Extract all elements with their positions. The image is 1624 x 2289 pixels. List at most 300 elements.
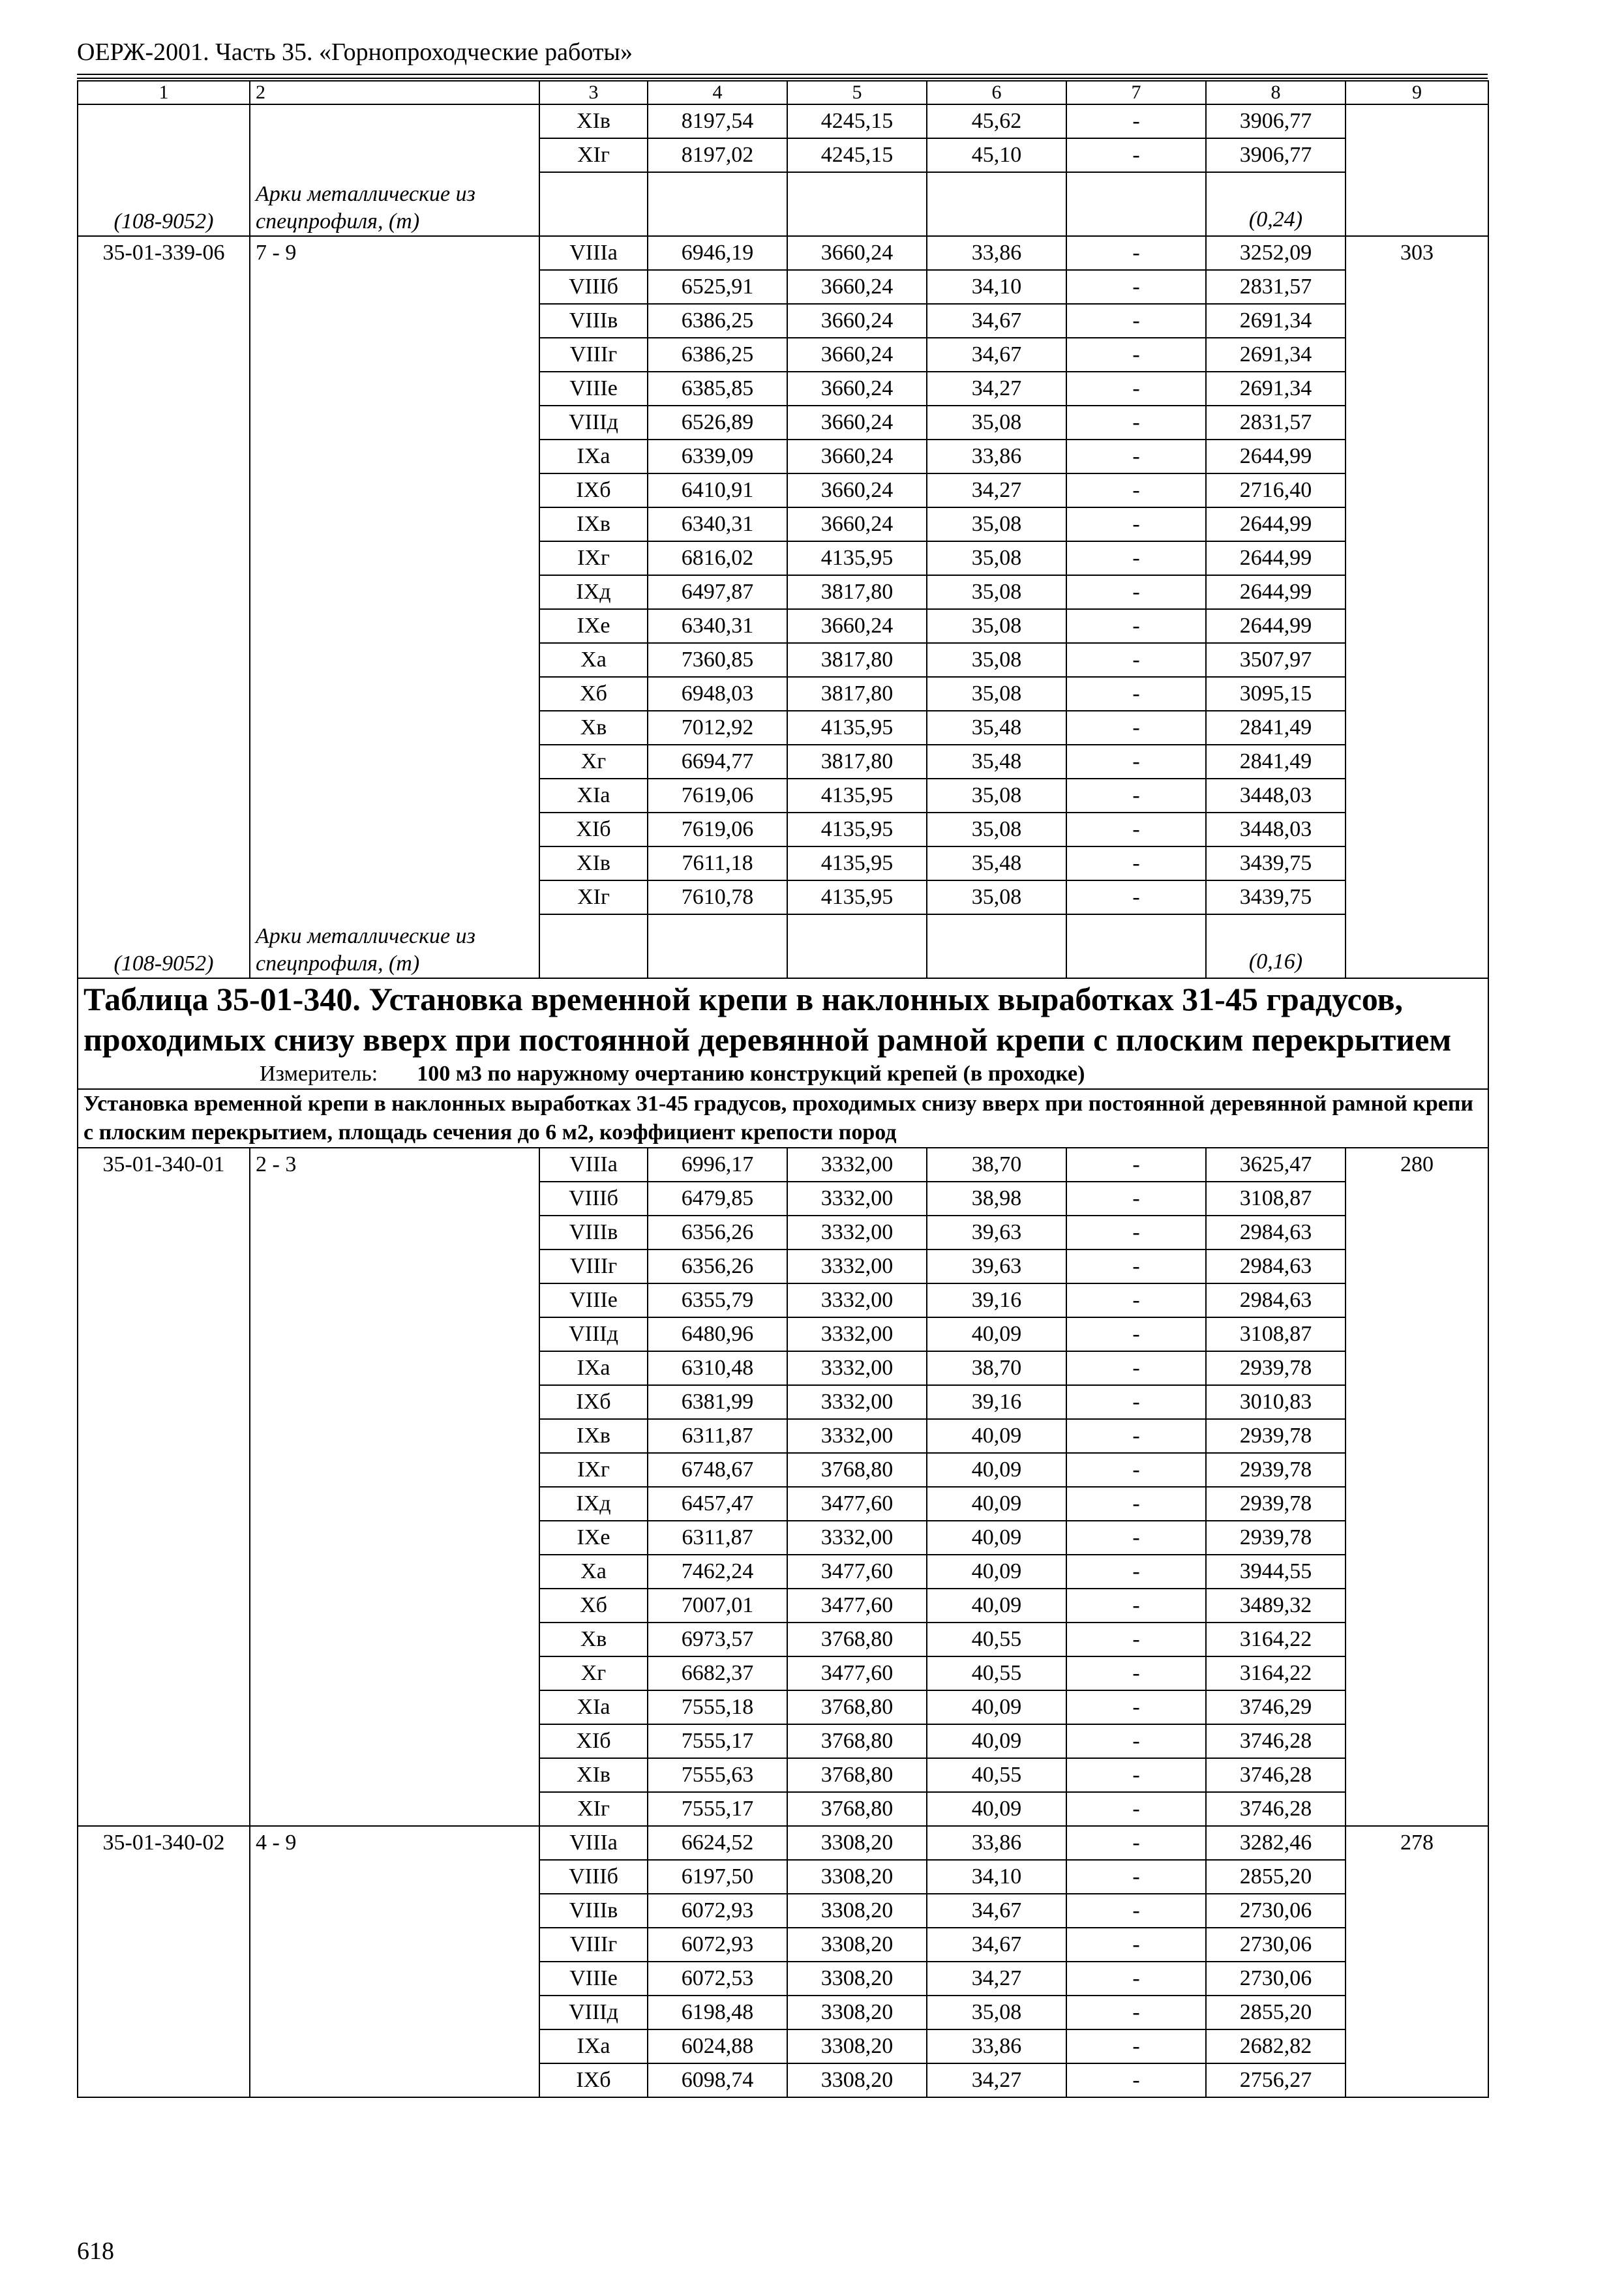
- table-cell: 3746,28: [1206, 1758, 1346, 1792]
- rock-hardness-range: 7 - 9: [250, 236, 539, 914]
- table-cell: -: [1066, 609, 1206, 643]
- table-cell: 6479,85: [648, 1182, 787, 1216]
- table-cell: 2831,57: [1206, 270, 1346, 304]
- table-cell: XIа: [539, 779, 648, 813]
- table-cell: 3477,60: [787, 1656, 927, 1690]
- table-cell: -: [1066, 1792, 1206, 1826]
- table-cell: 3660,24: [787, 304, 927, 338]
- table-cell: 6311,87: [648, 1521, 787, 1555]
- table-cell: 45,62: [927, 104, 1066, 138]
- table-cell: 3439,75: [1206, 846, 1346, 880]
- table-cell: 3095,15: [1206, 677, 1346, 711]
- table-cell: -: [1066, 1690, 1206, 1724]
- table-cell: 3660,24: [787, 473, 927, 507]
- table-cell: -: [1066, 2029, 1206, 2063]
- empty-cell: [539, 914, 648, 978]
- table-cell: -: [1066, 406, 1206, 440]
- table-row: [78, 1148, 1488, 1182]
- table-cell: 6996,17: [648, 1148, 787, 1182]
- table-cell: 3477,60: [787, 1555, 927, 1589]
- table-cell: 6072,53: [648, 1962, 787, 1996]
- table-cell: -: [1066, 677, 1206, 711]
- table-cell: 6948,03: [648, 677, 787, 711]
- table-cell: 40,09: [927, 1589, 1066, 1623]
- table-cell: IXа: [539, 440, 648, 473]
- table-cell: 39,16: [927, 1385, 1066, 1419]
- table-cell: 34,27: [927, 372, 1066, 406]
- description-row: [78, 1089, 1488, 1148]
- table-cell: -: [1066, 1996, 1206, 2029]
- table-cell: 6340,31: [648, 507, 787, 541]
- table-cell: 2644,99: [1206, 575, 1346, 609]
- table-cell: XIб: [539, 1724, 648, 1758]
- table-cell: 2831,57: [1206, 406, 1346, 440]
- table-cell: -: [1066, 1249, 1206, 1283]
- table-cell: -: [1066, 1385, 1206, 1419]
- table-cell: Xа: [539, 643, 648, 677]
- table-cell: VIIIа: [539, 1148, 648, 1182]
- rate-code: 35-01-340-02: [78, 1826, 250, 2097]
- table-cell: IXд: [539, 1487, 648, 1521]
- table-title: Таблица 35-01-340. Установка временной крепи в наклонных выработках 31-45 градусов, проходимых снизу вверх при постоянной деревянной рамной крепи с плоским перекрытием: [83, 981, 1452, 1058]
- table-cell: VIIIд: [539, 1996, 648, 2029]
- table-cell: XIв: [539, 104, 648, 138]
- table-cell: 40,09: [927, 1690, 1066, 1724]
- table-cell: -: [1066, 1894, 1206, 1928]
- table-cell: -: [1066, 1589, 1206, 1623]
- table-cell: VIIIе: [539, 372, 648, 406]
- table-cell: 40,09: [927, 1555, 1066, 1589]
- table-cell: 6497,87: [648, 575, 787, 609]
- table-cell: -: [1066, 1860, 1206, 1894]
- table-cell: 4245,15: [787, 138, 927, 172]
- header-rule-top: [77, 74, 1488, 75]
- table-cell: 2691,34: [1206, 372, 1346, 406]
- table-cell: VIIIв: [539, 1894, 648, 1928]
- table-cell: 3768,80: [787, 1758, 927, 1792]
- table-cell: VIIIб: [539, 1860, 648, 1894]
- table-cell: 6072,93: [648, 1894, 787, 1928]
- table-cell: 3768,80: [787, 1623, 927, 1656]
- table-cell: 3746,29: [1206, 1690, 1346, 1724]
- table-cell: 7555,63: [648, 1758, 787, 1792]
- table-cell: IXа: [539, 1351, 648, 1385]
- table-cell: 3507,97: [1206, 643, 1346, 677]
- table-cell: 34,67: [927, 338, 1066, 372]
- material-code: (108-9052): [78, 914, 250, 978]
- table-cell: 7619,06: [648, 813, 787, 846]
- material-name: Арки металлические из спецпрофиля, (т): [250, 172, 539, 236]
- table-cell: 40,09: [927, 1792, 1066, 1826]
- table-cell: 6694,77: [648, 745, 787, 779]
- table-cell: 35,08: [927, 677, 1066, 711]
- table-cell: 2716,40: [1206, 473, 1346, 507]
- table-cell: 2984,63: [1206, 1249, 1346, 1283]
- table-cell: IXв: [539, 1419, 648, 1453]
- table-cell: 2939,78: [1206, 1521, 1346, 1555]
- table-cell: VIIIв: [539, 304, 648, 338]
- table-cell: IXв: [539, 507, 648, 541]
- table-cell: -: [1066, 1453, 1206, 1487]
- table-cell: 3448,03: [1206, 779, 1346, 813]
- table-cell: 35,08: [927, 609, 1066, 643]
- table-cell: 3448,03: [1206, 813, 1346, 846]
- table-cell: 7012,92: [648, 711, 787, 745]
- table-cell: VIIIа: [539, 1826, 648, 1860]
- empty-cell: [1066, 914, 1206, 978]
- table-cell: 2984,63: [1206, 1216, 1346, 1249]
- column-number: 8: [1206, 81, 1346, 104]
- material-note-row: [78, 172, 1488, 236]
- table-cell: 3332,00: [787, 1182, 927, 1216]
- measure-value: 100 м3 по наружному очертанию конструкций крепей (в проходке): [417, 1062, 1085, 1086]
- table-cell: 2644,99: [1206, 609, 1346, 643]
- table-cell: IXе: [539, 1521, 648, 1555]
- rock-hardness-range: 2 - 3: [250, 1148, 539, 1826]
- table-cell: 3332,00: [787, 1317, 927, 1351]
- column-number: 4: [648, 81, 787, 104]
- table-cell: -: [1066, 1216, 1206, 1249]
- table-cell: 6816,02: [648, 541, 787, 575]
- table-cell: 3660,24: [787, 270, 927, 304]
- table-cell: 6339,09: [648, 440, 787, 473]
- table-cell: 38,98: [927, 1182, 1066, 1216]
- table-row: [78, 236, 1488, 270]
- table-cell: 3625,47: [1206, 1148, 1346, 1182]
- table-cell: 3817,80: [787, 643, 927, 677]
- table-cell: 40,09: [927, 1419, 1066, 1453]
- table-cell: 6381,99: [648, 1385, 787, 1419]
- table-cell: 4135,95: [787, 813, 927, 846]
- table-cell: VIIIе: [539, 1283, 648, 1317]
- table-cell: 3332,00: [787, 1283, 927, 1317]
- table-cell: VIIIб: [539, 270, 648, 304]
- table-cell: -: [1066, 104, 1206, 138]
- table-cell: 2730,06: [1206, 1928, 1346, 1962]
- column-number: 1: [78, 81, 250, 104]
- table-cell: 3768,80: [787, 1690, 927, 1724]
- table-cell: 3660,24: [787, 236, 927, 270]
- table-cell: -: [1066, 846, 1206, 880]
- table-cell: IXб: [539, 473, 648, 507]
- table-cell: 33,86: [927, 440, 1066, 473]
- table-cell: -: [1066, 1962, 1206, 1996]
- table-cell: 6480,96: [648, 1317, 787, 1351]
- table-cell: 3439,75: [1206, 880, 1346, 914]
- column-number: 9: [1346, 81, 1488, 104]
- table-cell: 7462,24: [648, 1555, 787, 1589]
- table-cell: 6340,31: [648, 609, 787, 643]
- table-cell: 7360,85: [648, 643, 787, 677]
- table-cell: -: [1066, 1758, 1206, 1792]
- table-cell: 3308,20: [787, 1894, 927, 1928]
- table-cell: Xв: [539, 1623, 648, 1656]
- table-cell: 3308,20: [787, 2029, 927, 2063]
- measure-label: Измеритель:: [260, 1062, 378, 1086]
- table-cell: Xб: [539, 1589, 648, 1623]
- table-cell: IXб: [539, 1385, 648, 1419]
- table-cell: -: [1066, 1826, 1206, 1860]
- table-cell: 3332,00: [787, 1351, 927, 1385]
- table-cell: 6098,74: [648, 2063, 787, 2097]
- table-cell: 40,55: [927, 1758, 1066, 1792]
- table-cell: 2691,34: [1206, 338, 1346, 372]
- table-cell: 3906,77: [1206, 104, 1346, 138]
- table-cell: 6526,89: [648, 406, 787, 440]
- table-cell: XIг: [539, 138, 648, 172]
- column-number: 2: [250, 81, 539, 104]
- table-cell: 40,55: [927, 1623, 1066, 1656]
- table-cell: 35,08: [927, 643, 1066, 677]
- table-cell: XIг: [539, 880, 648, 914]
- rate-code: 35-01-339-06: [78, 236, 250, 914]
- table-cell: 34,67: [927, 1894, 1066, 1928]
- table-cell: 35,48: [927, 846, 1066, 880]
- table-cell: -: [1066, 1555, 1206, 1589]
- table-cell: 3332,00: [787, 1419, 927, 1453]
- table-cell: 35,08: [927, 880, 1066, 914]
- table-cell: XIг: [539, 1792, 648, 1826]
- empty-cell: [787, 914, 927, 978]
- table-cell: 3308,20: [787, 1928, 927, 1962]
- table-cell: VIIIд: [539, 406, 648, 440]
- table-cell: 6197,50: [648, 1860, 787, 1894]
- table-row: [78, 1826, 1488, 1860]
- table-cell: -: [1066, 236, 1206, 270]
- table-cell: Xв: [539, 711, 648, 745]
- table-cell: -: [1066, 372, 1206, 406]
- material-quantity: (0,16): [1206, 914, 1346, 978]
- table-cell: -: [1066, 880, 1206, 914]
- table-cell: 7611,18: [648, 846, 787, 880]
- table-cell: -: [1066, 813, 1206, 846]
- table-cell: -: [1066, 138, 1206, 172]
- table-cell: 6311,87: [648, 1419, 787, 1453]
- table-cell: 39,63: [927, 1249, 1066, 1283]
- labor-cost-value: 280: [1346, 1148, 1488, 1826]
- table-cell: 2644,99: [1206, 440, 1346, 473]
- header-rule-bottom: [77, 78, 1488, 79]
- table-cell: 34,10: [927, 1860, 1066, 1894]
- table-cell: 3660,24: [787, 338, 927, 372]
- column-number: 7: [1066, 81, 1206, 104]
- table-cell: 3768,80: [787, 1792, 927, 1826]
- table-cell: 3746,28: [1206, 1724, 1346, 1758]
- table-cell: 40,55: [927, 1656, 1066, 1690]
- empty-cell: [250, 104, 539, 172]
- table-cell: 2939,78: [1206, 1453, 1346, 1487]
- table-cell: 40,09: [927, 1724, 1066, 1758]
- table-cell: 33,86: [927, 2029, 1066, 2063]
- table-cell: 34,27: [927, 1962, 1066, 1996]
- table-cell: Xг: [539, 1656, 648, 1690]
- table-cell: 2939,78: [1206, 1419, 1346, 1453]
- table-cell: -: [1066, 1521, 1206, 1555]
- table-cell: 6355,79: [648, 1283, 787, 1317]
- table-cell: VIIIг: [539, 338, 648, 372]
- empty-cell: [927, 914, 1066, 978]
- table-cell: 6024,88: [648, 2029, 787, 2063]
- table-cell: 3768,80: [787, 1724, 927, 1758]
- table-cell: 4135,95: [787, 711, 927, 745]
- table-cell: 6946,19: [648, 236, 787, 270]
- table-cell: 2730,06: [1206, 1962, 1346, 1996]
- table-cell: 2682,82: [1206, 2029, 1346, 2063]
- table-cell: 38,70: [927, 1351, 1066, 1385]
- table-cell: -: [1066, 1351, 1206, 1385]
- table-cell: VIIIе: [539, 1962, 648, 1996]
- table-cell: 3660,24: [787, 507, 927, 541]
- empty-cell: [1066, 172, 1206, 236]
- table-cell: 6973,57: [648, 1623, 787, 1656]
- table-cell: IXб: [539, 2063, 648, 2097]
- empty-cell: [648, 914, 787, 978]
- column-number-row: [78, 81, 1488, 104]
- table-cell: 7619,06: [648, 779, 787, 813]
- table-cell: 3108,87: [1206, 1182, 1346, 1216]
- table-cell: -: [1066, 575, 1206, 609]
- table-cell: 35,08: [927, 779, 1066, 813]
- rate-code: 35-01-340-01: [78, 1148, 250, 1826]
- table-cell: 35,08: [927, 575, 1066, 609]
- table-cell: Xа: [539, 1555, 648, 1589]
- table-cell: -: [1066, 1487, 1206, 1521]
- table-cell: 3332,00: [787, 1521, 927, 1555]
- table-cell: 3660,24: [787, 440, 927, 473]
- table-cell: 3477,60: [787, 1589, 927, 1623]
- table-cell: 2939,78: [1206, 1487, 1346, 1521]
- empty-cell: [78, 104, 250, 172]
- table-cell: XIв: [539, 1758, 648, 1792]
- table-cell: IXд: [539, 575, 648, 609]
- table-cell: 3660,24: [787, 372, 927, 406]
- empty-cell: [539, 172, 648, 236]
- table-cell: 3332,00: [787, 1249, 927, 1283]
- table-cell: 3332,00: [787, 1385, 927, 1419]
- table-cell: 3108,87: [1206, 1317, 1346, 1351]
- table-cell: -: [1066, 2063, 1206, 2097]
- table-cell: 4135,95: [787, 541, 927, 575]
- empty-cell: [1346, 104, 1488, 236]
- table-cell: -: [1066, 1283, 1206, 1317]
- material-quantity: (0,24): [1206, 172, 1346, 236]
- table-cell: VIIIд: [539, 1317, 648, 1351]
- table-cell: 6072,93: [648, 1928, 787, 1962]
- table-cell: 6386,25: [648, 338, 787, 372]
- column-number: 6: [927, 81, 1066, 104]
- table-cell: 35,08: [927, 541, 1066, 575]
- table-cell: 3660,24: [787, 406, 927, 440]
- table-cell: -: [1066, 1419, 1206, 1453]
- table-cell: -: [1066, 1656, 1206, 1690]
- table-cell: 3164,22: [1206, 1623, 1346, 1656]
- table-cell: 35,08: [927, 813, 1066, 846]
- table-cell: 6386,25: [648, 304, 787, 338]
- table-cell: 2756,27: [1206, 2063, 1346, 2097]
- table-cell: 39,16: [927, 1283, 1066, 1317]
- rock-hardness-range: 4 - 9: [250, 1826, 539, 2097]
- table-cell: 3308,20: [787, 1826, 927, 1860]
- table-cell: 8197,54: [648, 104, 787, 138]
- table-cell: IXа: [539, 2029, 648, 2063]
- table-cell: Xг: [539, 745, 648, 779]
- table-cell: 34,10: [927, 270, 1066, 304]
- page-header-title: ОЕРЖ-2001. Часть 35. «Горнопроходческие работы»: [77, 38, 633, 66]
- table-cell: XIв: [539, 846, 648, 880]
- work-description: Установка временной крепи в наклонных выработках 31-45 градусов, проходимых снизу вверх при постоянной деревянной рамной крепи с плоским перекрытием, площадь сечения до 6 м2, коэффициент крепости пород: [78, 1089, 1488, 1148]
- table-cell: -: [1066, 1623, 1206, 1656]
- table-cell: 3944,55: [1206, 1555, 1346, 1589]
- table-cell: 4245,15: [787, 104, 927, 138]
- table-cell: 3660,24: [787, 609, 927, 643]
- table-cell: -: [1066, 1182, 1206, 1216]
- table-cell: 7555,17: [648, 1724, 787, 1758]
- table-cell: -: [1066, 711, 1206, 745]
- table-cell: 3308,20: [787, 1860, 927, 1894]
- table-cell: -: [1066, 1928, 1206, 1962]
- measure-line: [260, 1060, 1482, 1088]
- table-cell: 33,86: [927, 236, 1066, 270]
- table-cell: 6310,48: [648, 1351, 787, 1385]
- table-cell: -: [1066, 440, 1206, 473]
- table-cell: Xб: [539, 677, 648, 711]
- table-cell: 3768,80: [787, 1453, 927, 1487]
- table-cell: 7555,18: [648, 1690, 787, 1724]
- table-cell: 3308,20: [787, 2063, 927, 2097]
- table-cell: 39,63: [927, 1216, 1066, 1249]
- rates-table: [77, 80, 1489, 2098]
- table-row: [78, 104, 1488, 138]
- table-cell: 6385,85: [648, 372, 787, 406]
- table-cell: -: [1066, 304, 1206, 338]
- table-cell: 3308,20: [787, 1962, 927, 1996]
- table-cell: 6624,52: [648, 1826, 787, 1860]
- table-cell: 35,08: [927, 507, 1066, 541]
- table-cell: -: [1066, 779, 1206, 813]
- table-cell: 3477,60: [787, 1487, 927, 1521]
- table-cell: -: [1066, 1724, 1206, 1758]
- table-cell: 2841,49: [1206, 711, 1346, 745]
- table-cell: 2730,06: [1206, 1894, 1346, 1928]
- table-cell: 3164,22: [1206, 1656, 1346, 1690]
- column-number: 5: [787, 81, 927, 104]
- table-cell: 6356,26: [648, 1216, 787, 1249]
- table-cell: 35,48: [927, 745, 1066, 779]
- table-cell: 40,09: [927, 1487, 1066, 1521]
- table-cell: VIIIа: [539, 236, 648, 270]
- table-cell: VIIIв: [539, 1216, 648, 1249]
- table-cell: 4135,95: [787, 846, 927, 880]
- table-cell: 35,08: [927, 1996, 1066, 2029]
- table-cell: 6525,91: [648, 270, 787, 304]
- table-cell: 3252,09: [1206, 236, 1346, 270]
- table-cell: -: [1066, 745, 1206, 779]
- table-cell: 34,67: [927, 304, 1066, 338]
- table-cell: 40,09: [927, 1317, 1066, 1351]
- table-title-cell: [78, 978, 1488, 1089]
- table-cell: VIIIг: [539, 1928, 648, 1962]
- table-cell: 4135,95: [787, 880, 927, 914]
- table-cell: 40,09: [927, 1453, 1066, 1487]
- table-cell: XIа: [539, 1690, 648, 1724]
- table-cell: VIIIб: [539, 1182, 648, 1216]
- table-cell: 7007,01: [648, 1589, 787, 1623]
- table-cell: 6356,26: [648, 1249, 787, 1283]
- table-cell: 6410,91: [648, 473, 787, 507]
- table-cell: 2644,99: [1206, 507, 1346, 541]
- table-cell: 2644,99: [1206, 541, 1346, 575]
- table-cell: -: [1066, 507, 1206, 541]
